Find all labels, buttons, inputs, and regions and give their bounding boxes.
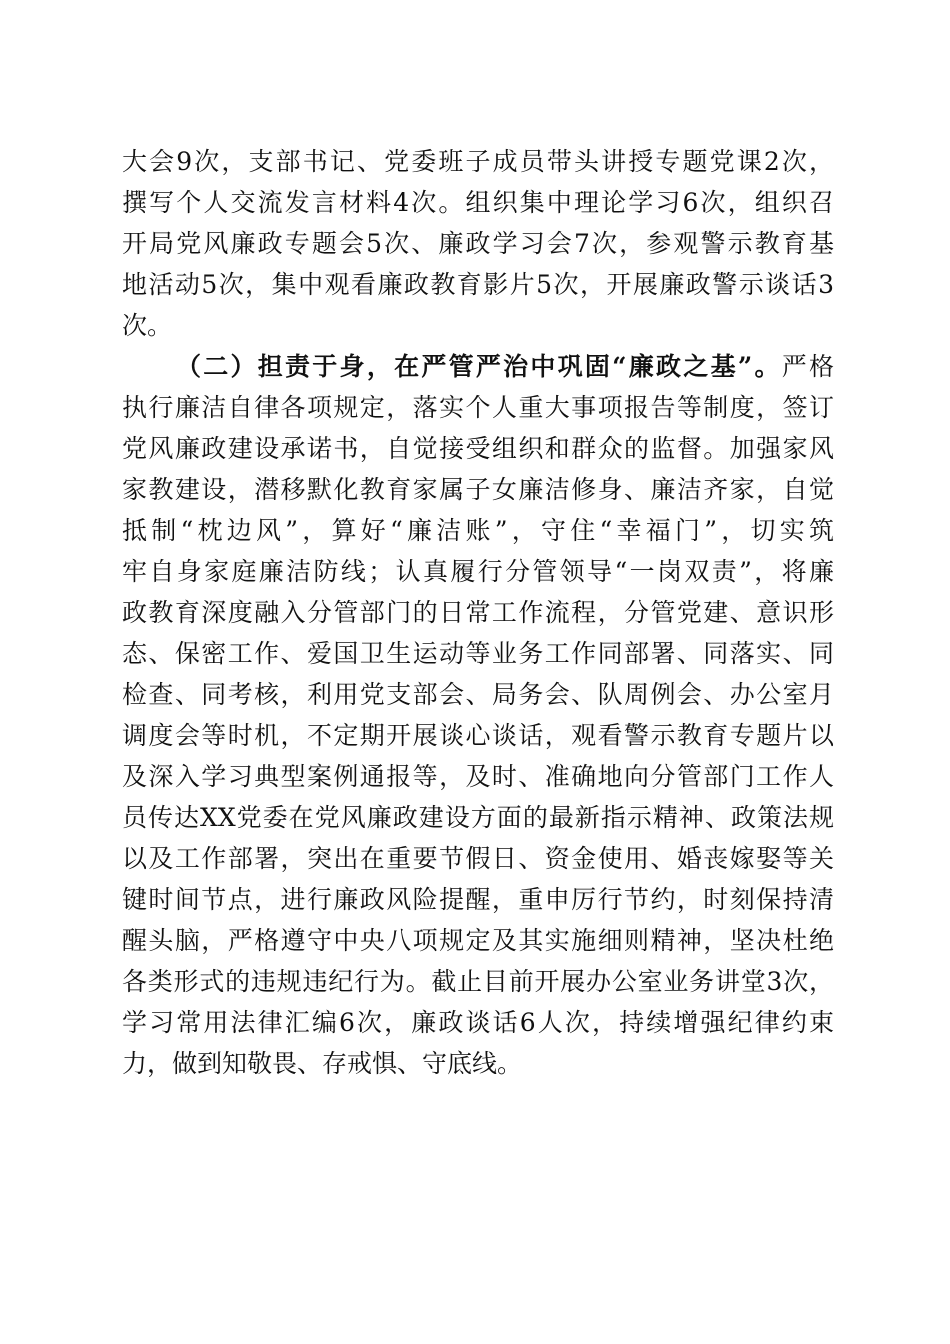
text-line: 地活动5次，集中观看廉政教育影片5次，开展廉政警示谈话3 (122, 270, 834, 299)
text-line: 大会9次，支部书记、党委班子成员带头讲授专题党课2次， (122, 147, 834, 176)
text-line: 醒头脑，严格遵守中央八项规定及其实施细则精神，坚决杜绝 (122, 926, 834, 955)
document-body (122, 141, 834, 1084)
text-line: 以及工作部署，突出在重要节假日、资金使用、婚丧嫁娶等关 (122, 844, 834, 873)
text-line: 牢自身家庭廉洁防线；认真履行分管领导“一岗双责”，将廉 (122, 557, 834, 586)
paragraph-2 (122, 346, 834, 1084)
text-line: 员传达XX党委在党风廉政建设方面的最新指示精神、政策法规 (122, 803, 834, 832)
section-heading: （二）担责于身，在严管严治中巩固“廉政之基”。 (176, 352, 782, 381)
text-line: 及深入学习典型案例通报等，及时、准确地向分管部门工作人 (122, 762, 834, 791)
paragraph-first-line (122, 346, 834, 387)
text-line: 键时间节点，进行廉政风险提醒，重申厉行节约，时刻保持清 (122, 885, 834, 914)
text-line: 次。 (122, 311, 173, 340)
text-line: 各类形式的违规违纪行为。截止目前开展办公室业务讲堂3次， (122, 967, 834, 996)
text-line: 抵制“枕边风”，算好“廉洁账”，守住“幸福门”，切实筑 (122, 516, 834, 545)
text-line: 撰写个人交流发言材料4次。组织集中理论学习6次，组织召 (122, 188, 834, 217)
text-line: 力，做到知敬畏、存戒惧、守底线。 (122, 1049, 523, 1078)
text-line: 开局党风廉政专题会5次、廉政学习会7次，参观警示教育基 (122, 229, 834, 258)
heading-trailing-text: 严格 (781, 352, 834, 381)
text-line: 政教育深度融入分管部门的日常工作流程，分管党建、意识形 (122, 598, 834, 627)
text-line: 党风廉政建设承诺书，自觉接受组织和群众的监督。加强家风 (122, 434, 834, 463)
text-line: 态、保密工作、爱国卫生运动等业务工作同部署、同落实、同 (122, 639, 834, 668)
text-line: 执行廉洁自律各项规定，落实个人重大事项报告等制度，签订 (122, 393, 834, 422)
text-line: 家教建设，潜移默化教育家属子女廉洁修身、廉洁齐家，自觉 (122, 475, 834, 504)
paragraph-1 (122, 141, 834, 346)
text-line: 检查、同考核，利用党支部会、局务会、队周例会、办公室月 (122, 680, 834, 709)
text-line: 学习常用法律汇编6次，廉政谈话6人次，持续增强纪律约束 (122, 1008, 834, 1037)
text-line: 调度会等时机，不定期开展谈心谈话，观看警示教育专题片以 (122, 721, 834, 750)
